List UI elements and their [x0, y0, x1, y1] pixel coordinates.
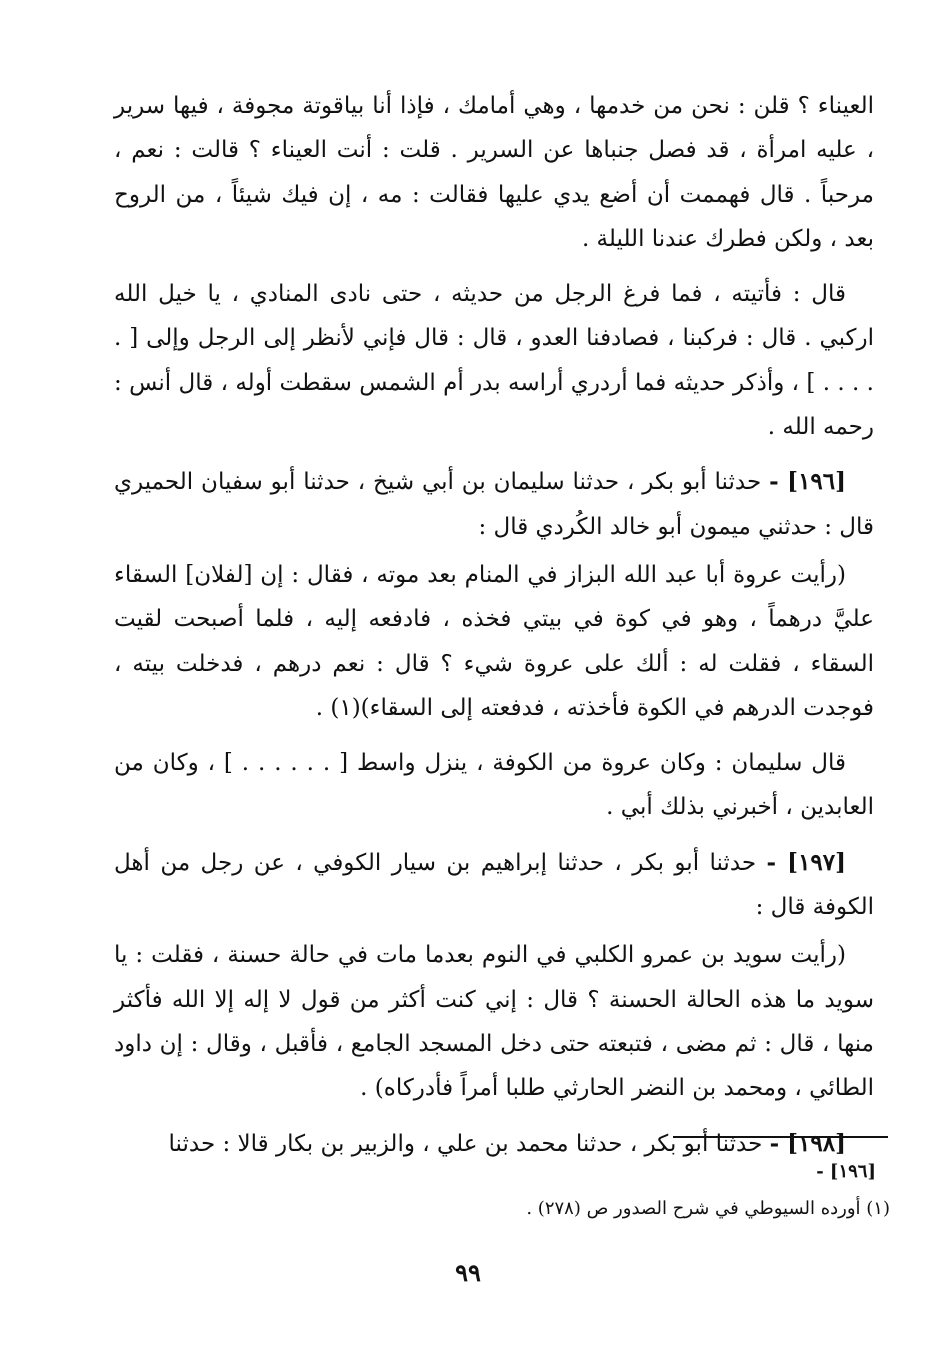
hadith-198-isnad: حدثنا أبو بكر ، حدثنا محمد بن علي ، والزبير بن بكار قالا : حدثنا	[168, 1130, 763, 1157]
hadith-number-198: [١٩٨] -	[769, 1129, 846, 1157]
paragraph-dream-urwa: (رأيت عروة أبا عبد الله البزاز في المنام بعد موته ، فقال : إن [لفلان] السقاء عليَّ درهماً ، وهو في كوة في بيتي فخذه ، فادفعه إليه ، فلما أصبحت لقيت السقاء ، فقلت له : ألك على عروة شيء ؟ قال : نعم درهم ، فدخلت بيته ، فوجدت الدرهم في الكوة فأخذته ، فدفعته إلى السقاء)(١) .	[114, 561, 874, 721]
hadith-196-isnad: حدثنا أبو بكر ، حدثنا سليمان بن أبي شيخ ، حدثنا أبو سفيان الحميري قال : حدثني ميمون أبو خالد الكُردي قال :	[114, 469, 874, 540]
footnote-1: (١) أورده السيوطي في شرح الصدور ص (٢٧٨) .	[526, 1198, 890, 1219]
main-text-block	[114, 84, 874, 1177]
page-number: ٩٩	[455, 1258, 481, 1287]
paragraph-2: قال : فأتيته ، فما فرغ الرجل من حديثه ، حتى نادى المنادي ، يا خيل الله اركبي . قال : فركبنا ، فصادفنا العدو ، قال : قال فإني لأنظر إلى الرجل وإلى [ . . . . . ] ، وأذكر حديثه فما أردري أراسه بدر أم الشمس سقطت أوله ، قال أنس : رحمه الله .	[114, 281, 874, 441]
paragraph-1: العيناء ؟ قلن : نحن من خدمها ، وهي أمامك ، فإذا أنا بياقوتة مجوفة ، فيها سرير ، عليه امرأة ، قد فصل جنباها عن السرير . قلت : أنت العيناء ؟ قالت : نعم ، مرحباً . قال فهممت أن أضع يدي عليها فقالت : مه ، إن فيك شيئاً ، من الروح بعد ، ولكن فطرك عندنا الليلة .	[114, 93, 874, 252]
hadith-197-isnad: حدثنا أبو بكر ، حدثنا إبراهيم بن سيار الكوفي ، عن رجل من أهل الكوفة قال :	[114, 849, 874, 921]
hadith-197-header	[114, 841, 874, 930]
paragraph-sulayman: قال سليمان : وكان عروة من الكوفة ، ينزل واسط [ . . . . . . ] ، وكان من العابدين ، أخبرني بذلك أبي .	[114, 750, 874, 821]
hadith-number-196: [١٩٦] -	[769, 468, 847, 496]
paragraph-dream-suwayd: (رأيت سويد بن عمرو الكلبي في النوم بعدما مات في حالة حسنة ، فقلت : يا سويد ما هذه الحالة الحسنة ؟ قال : إني كنت أكثر من قول لا إله إلا الله فأكثر منها ، قال : ثم مضى ، فتبعته حتى دخل المسجد الجامع ، فأقبل ، وقال : إن داود الطائي ، ومحمد بن النضر الحارثي طلبا أمراً فأدركاه) .	[114, 942, 874, 1102]
footnote-reference: [١٩٦] -	[816, 1161, 876, 1182]
hadith-196-header	[114, 460, 874, 549]
footnote-divider	[673, 1136, 888, 1138]
hadith-number-197: [١٩٧] -	[766, 848, 847, 876]
hadith-198-header	[114, 1122, 874, 1166]
